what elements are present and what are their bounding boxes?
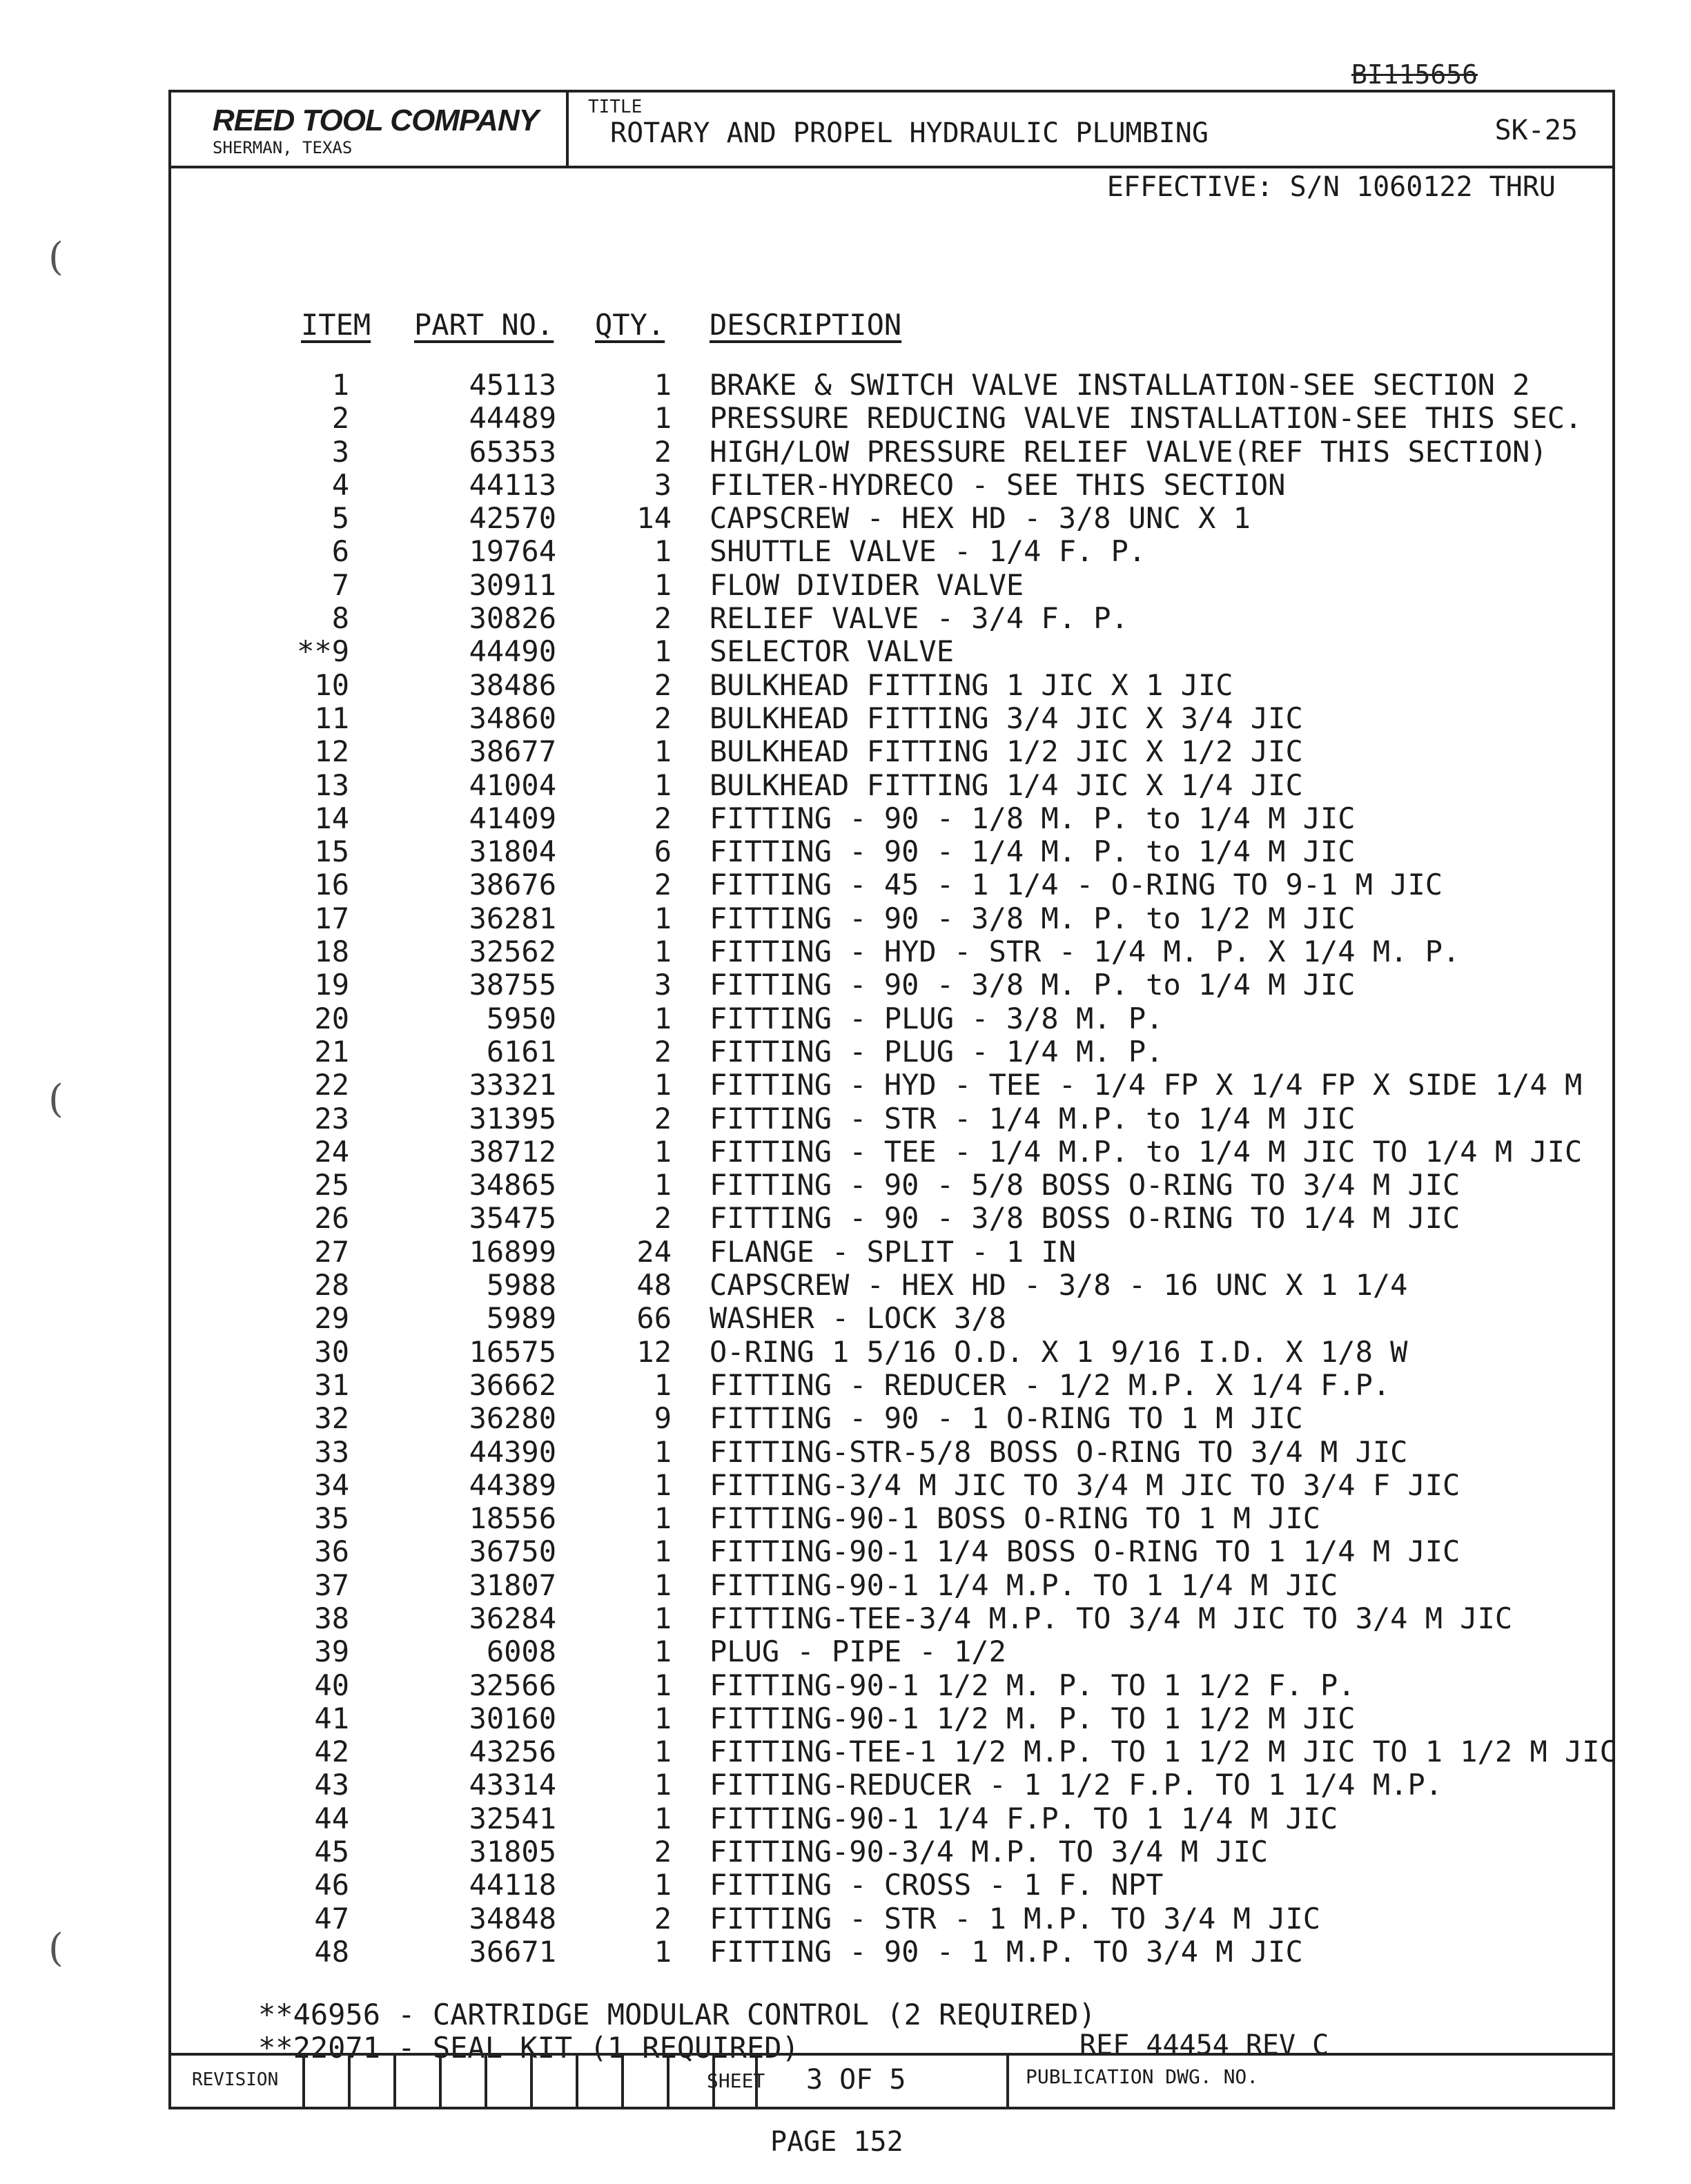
part-number: 65353: [469, 434, 556, 469]
part-item-number: 35: [314, 1501, 349, 1536]
part-number: 30826: [469, 601, 556, 636]
part-item-number: 21: [314, 1034, 349, 1069]
part-description: FITTING - CROSS - 1 F. NPT: [710, 1868, 1164, 1902]
part-number: 31805: [469, 1835, 556, 1869]
part-item-number: 31: [314, 1367, 349, 1402]
part-item-number: 10: [314, 667, 349, 702]
part-item-number: 23: [314, 1101, 349, 1135]
part-description: FITTING - STR - 1/4 M.P. to 1/4 M JIC: [710, 1101, 1356, 1135]
part-description: FITTING - 90 - 1 M.P. TO 3/4 M JIC: [710, 1934, 1303, 1969]
table-row: [171, 702, 1612, 735]
column-header-description: DESCRIPTION: [710, 308, 902, 342]
part-description: PLUG - PIPE - 1/2: [710, 1635, 1006, 1669]
part-description: FITTING-90-1 1/2 M. P. TO 1 1/2 M JIC: [710, 1701, 1356, 1735]
page-number: PAGE 152: [770, 2126, 903, 2158]
part-item-number: 25: [314, 1168, 349, 1202]
part-description: FITTING-3/4 M JIC TO 3/4 M JIC TO 3/4 F JIC: [710, 1468, 1460, 1502]
part-quantity: 1: [654, 1001, 672, 1035]
part-number: 5989: [486, 1301, 556, 1336]
part-item-number: 20: [314, 1001, 349, 1035]
part-number: 41004: [469, 768, 556, 802]
part-item-number: 44: [314, 1801, 349, 1835]
part-number: 35475: [469, 1201, 556, 1236]
table-row: [171, 1336, 1612, 1369]
margin-paren-mark: (: [48, 1077, 63, 1122]
reference-revision: REF 44454 REV C: [1079, 2029, 1329, 2061]
part-number: 45113: [469, 368, 556, 402]
revision-box: [302, 2056, 348, 2107]
part-description: FITTING-90-1 BOSS O-RING TO 1 M JIC: [710, 1501, 1321, 1536]
table-row: [171, 935, 1612, 968]
part-number: 5988: [486, 1268, 556, 1303]
part-item-number: 45: [314, 1835, 349, 1869]
part-quantity: 2: [654, 701, 672, 735]
table-row: [171, 1002, 1612, 1035]
part-item-number: 47: [314, 1901, 349, 1936]
table-row: [171, 402, 1612, 435]
part-number: 19764: [469, 534, 556, 569]
part-quantity: 9: [654, 1401, 672, 1436]
part-quantity: 2: [654, 1034, 672, 1069]
part-description: FITTING - 90 - 3/8 M. P. to 1/4 M JIC: [710, 968, 1356, 1002]
part-item-number: 19: [314, 968, 349, 1002]
part-item-number: 5: [331, 501, 349, 536]
table-row: [171, 868, 1612, 901]
part-description: O-RING 1 5/16 O.D. X 1 9/16 I.D. X 1/8 W: [710, 1334, 1408, 1369]
part-description: FITTING - 90 - 1/4 M. P. to 1/4 M JIC: [710, 835, 1356, 869]
part-item-number: 34: [314, 1468, 349, 1502]
part-description: BULKHEAD FITTING 3/4 JIC X 3/4 JIC: [710, 701, 1303, 735]
part-item-number: 2: [331, 401, 349, 436]
part-description: FITTING-90-1 1/2 M. P. TO 1 1/2 F. P.: [710, 1668, 1356, 1702]
revision-box: [348, 2056, 393, 2107]
table-row: [171, 1402, 1612, 1435]
part-description: PRESSURE REDUCING VALVE INSTALLATION-SEE THIS SEC.: [710, 401, 1583, 436]
parts-list: [171, 368, 1617, 1969]
table-row: [171, 835, 1612, 868]
part-description: FITTING - TEE - 1/4 M.P. to 1/4 M JIC TO 1/4 M JIC: [710, 1134, 1583, 1169]
part-description: FILTER-HYDRECO - SEE THIS SECTION: [710, 467, 1286, 502]
part-number: 42570: [469, 501, 556, 536]
part-quantity: 1: [654, 567, 672, 602]
part-quantity: 1: [654, 1735, 672, 1769]
revision-boxes: [302, 2056, 758, 2107]
part-description: BULKHEAD FITTING 1/4 JIC X 1/4 JIC: [710, 768, 1303, 802]
part-item-number: 30: [314, 1334, 349, 1369]
table-row: [171, 469, 1612, 502]
revision-box: [485, 2056, 530, 2107]
part-number: 31807: [469, 1568, 556, 1602]
revision-box: [439, 2056, 485, 2107]
part-quantity: 1: [654, 368, 672, 402]
table-row: [171, 1768, 1612, 1802]
table-row: [171, 1936, 1612, 1969]
part-description: BULKHEAD FITTING 1/2 JIC X 1/2 JIC: [710, 734, 1303, 769]
part-number: 36662: [469, 1367, 556, 1402]
revision-box: [576, 2056, 621, 2107]
table-row: [171, 1635, 1612, 1668]
revision-box: [393, 2056, 439, 2107]
part-item-number: 3: [331, 434, 349, 469]
part-number: 41409: [469, 801, 556, 835]
part-quantity: 1: [654, 1768, 672, 1802]
table-row: [171, 602, 1612, 635]
part-quantity: 1: [654, 534, 672, 569]
part-number: 6161: [486, 1034, 556, 1069]
table-row: [171, 1202, 1612, 1235]
part-quantity: 1: [654, 1434, 672, 1469]
table-row: [171, 1735, 1617, 1769]
sheet-number: 3 OF 5: [806, 2064, 906, 2096]
part-number: 38676: [469, 868, 556, 902]
table-row: [171, 1669, 1612, 1702]
part-quantity: 48: [636, 1268, 672, 1303]
part-quantity: 2: [654, 1201, 672, 1236]
part-description: FITTING-90-1 1/4 BOSS O-RING TO 1 1/4 M JIC: [710, 1534, 1460, 1569]
part-item-number: 26: [314, 1201, 349, 1236]
part-description: FITTING-STR-5/8 BOSS O-RING TO 3/4 M JIC: [710, 1434, 1408, 1469]
part-item-number: 7: [331, 567, 349, 602]
title-label: TITLE: [588, 97, 643, 117]
margin-paren-mark: (: [48, 235, 63, 280]
company-cell: [171, 92, 569, 166]
part-item-number: 18: [314, 935, 349, 969]
part-description: FITTING - 90 - 3/8 M. P. to 1/2 M JIC: [710, 901, 1356, 935]
part-description: FITTING - 90 - 3/8 BOSS O-RING TO 1/4 M JIC: [710, 1201, 1460, 1236]
table-row: [171, 1469, 1612, 1502]
part-quantity: 1: [654, 634, 672, 669]
part-quantity: 1: [654, 401, 672, 436]
part-quantity: 2: [654, 1101, 672, 1135]
part-number: 33321: [469, 1068, 556, 1102]
part-item-number: 1: [331, 368, 349, 402]
part-item-number: 11: [314, 701, 349, 735]
part-number: 38486: [469, 667, 556, 702]
part-number: 31395: [469, 1101, 556, 1135]
table-row: [171, 769, 1612, 802]
table-row: [171, 436, 1612, 469]
table-row: [171, 1236, 1612, 1269]
part-item-number: 46: [314, 1868, 349, 1902]
table-row: [171, 1535, 1612, 1568]
part-number: 43314: [469, 1768, 556, 1802]
column-header-item: ITEM: [301, 308, 371, 342]
part-number: 38755: [469, 968, 556, 1002]
part-item-number: 33: [314, 1434, 349, 1469]
table-row: [171, 1369, 1612, 1402]
part-quantity: 1: [654, 1568, 672, 1602]
part-number: 44389: [469, 1468, 556, 1502]
table-row: [171, 1035, 1612, 1069]
part-description: FITTING - HYD - STR - 1/4 M. P. X 1/4 M. P.: [710, 935, 1460, 969]
part-description: CAPSCREW - HEX HD - 3/8 UNC X 1: [710, 501, 1251, 536]
part-number: 34865: [469, 1168, 556, 1202]
part-description: FITTING-TEE-3/4 M.P. TO 3/4 M JIC TO 3/4 M JIC: [710, 1601, 1513, 1635]
part-quantity: 66: [636, 1301, 672, 1336]
part-item-number: 22: [314, 1068, 349, 1102]
part-number: 36750: [469, 1534, 556, 1569]
part-quantity: 3: [654, 467, 672, 502]
part-description: FITTING - 45 - 1 1/4 - O-RING TO 9-1 M JIC: [710, 868, 1443, 902]
revision-box: [667, 2056, 712, 2107]
part-item-number: 17: [314, 901, 349, 935]
part-quantity: 1: [654, 1868, 672, 1902]
document-title: ROTARY AND PROPEL HYDRAULIC PLUMBING: [610, 117, 1209, 149]
table-row: [171, 669, 1612, 702]
part-description: FITTING-90-3/4 M.P. TO 3/4 M JIC: [710, 1835, 1269, 1869]
part-number: 44118: [469, 1868, 556, 1902]
part-quantity: 1: [654, 935, 672, 969]
footer-block: [171, 2053, 1612, 2107]
part-description: FITTING - REDUCER - 1/2 M.P. X 1/4 F.P.: [710, 1367, 1391, 1402]
company-city: SHERMAN, TEXAS: [213, 138, 353, 157]
table-row: [171, 902, 1612, 935]
part-quantity: 24: [636, 1234, 672, 1269]
part-quantity: 14: [636, 501, 672, 536]
note-seal-kit: **22071 - SEAL KIT (1 REQUIRED): [258, 2031, 799, 2065]
part-quantity: 1: [654, 1068, 672, 1102]
part-description: BRAKE & SWITCH VALVE INSTALLATION-SEE SECTION 2: [710, 368, 1530, 402]
table-row: [171, 1702, 1612, 1735]
table-row: [171, 635, 1612, 668]
part-quantity: 1: [654, 768, 672, 802]
part-description: FITTING-REDUCER - 1 1/2 F.P. TO 1 1/4 M.P.: [710, 1768, 1443, 1802]
table-row: [171, 535, 1612, 568]
part-number: 30911: [469, 567, 556, 602]
part-quantity: 1: [654, 1534, 672, 1569]
part-quantity: 1: [654, 1468, 672, 1502]
part-quantity: 1: [654, 1934, 672, 1969]
part-item-number: 29: [314, 1301, 349, 1336]
part-number: 32562: [469, 935, 556, 969]
part-number: 16575: [469, 1334, 556, 1369]
part-number: 36671: [469, 1934, 556, 1969]
part-description: FITTING - PLUG - 1/4 M. P.: [710, 1034, 1164, 1069]
part-description: FITTING - STR - 1 M.P. TO 3/4 M JIC: [710, 1901, 1321, 1936]
part-item-number: 4: [331, 467, 349, 502]
part-number: 44489: [469, 401, 556, 436]
part-number: 34860: [469, 701, 556, 735]
part-item-number: **9: [297, 634, 349, 669]
publication-cell: [1006, 2056, 1615, 2107]
title-block: [171, 92, 1612, 168]
part-description: SELECTOR VALVE: [710, 634, 955, 669]
part-number: 43256: [469, 1735, 556, 1769]
part-item-number: 27: [314, 1234, 349, 1269]
part-quantity: 1: [654, 901, 672, 935]
table-row: [171, 1802, 1612, 1835]
part-quantity: 1: [654, 1801, 672, 1835]
part-item-number: 41: [314, 1701, 349, 1735]
column-header-part-no: PART NO.: [414, 308, 554, 342]
part-number: 36281: [469, 901, 556, 935]
part-quantity: 3: [654, 968, 672, 1002]
table-row: [171, 1436, 1612, 1469]
table-row: [171, 1602, 1612, 1635]
part-number: 38677: [469, 734, 556, 769]
part-description: FITTING-TEE-1 1/2 M.P. TO 1 1/2 M JIC TO 1 1/2 M JIC: [710, 1735, 1617, 1769]
part-quantity: 1: [654, 734, 672, 769]
part-item-number: 40: [314, 1668, 349, 1702]
note-cartridge: **46956 - CARTRIDGE MODULAR CONTROL (2 REQUIRED): [258, 1998, 1096, 2031]
table-row: [171, 502, 1612, 535]
part-quantity: 2: [654, 434, 672, 469]
publication-label: PUBLICATION DWG. NO.: [1026, 2065, 1259, 2088]
part-quantity: 1: [654, 1601, 672, 1635]
part-number: 32566: [469, 1668, 556, 1702]
part-description: CAPSCREW - HEX HD - 3/8 - 16 UNC X 1 1/4: [710, 1268, 1408, 1303]
company-name: REED TOOL COMPANY: [213, 104, 538, 137]
part-number: 31804: [469, 835, 556, 869]
sheet-label: SHEET: [707, 2069, 765, 2092]
table-row: [171, 1269, 1612, 1302]
part-number: 5950: [486, 1001, 556, 1035]
part-quantity: 2: [654, 801, 672, 835]
column-header-qty: QTY.: [595, 308, 665, 342]
part-quantity: 2: [654, 1901, 672, 1936]
part-number: 36280: [469, 1401, 556, 1436]
part-number: 38712: [469, 1134, 556, 1169]
revision-label: REVISION: [192, 2069, 279, 2090]
part-item-number: 15: [314, 835, 349, 869]
part-number: 32541: [469, 1801, 556, 1835]
part-item-number: 48: [314, 1934, 349, 1969]
part-quantity: 1: [654, 1367, 672, 1402]
part-item-number: 43: [314, 1768, 349, 1802]
part-number: 34848: [469, 1901, 556, 1936]
part-description: FLOW DIVIDER VALVE: [710, 567, 1024, 602]
table-row: [171, 735, 1612, 768]
part-item-number: 6: [331, 534, 349, 569]
table-row: [171, 1869, 1612, 1902]
part-quantity: 1: [654, 1501, 672, 1536]
part-item-number: 8: [331, 601, 349, 636]
sheet-code: SK-25: [1494, 115, 1578, 146]
table-row: [171, 569, 1612, 602]
part-number: 44113: [469, 467, 556, 502]
part-item-number: 14: [314, 801, 349, 835]
table-row: [171, 1835, 1612, 1869]
part-quantity: 1: [654, 1701, 672, 1735]
part-number: 30160: [469, 1701, 556, 1735]
part-quantity: 1: [654, 1134, 672, 1169]
part-description: FITTING-90-1 1/4 M.P. TO 1 1/4 M JIC: [710, 1568, 1338, 1602]
part-description: HIGH/LOW PRESSURE RELIEF VALVE(REF THIS SECTION): [710, 434, 1547, 469]
part-number: 6008: [486, 1635, 556, 1669]
part-quantity: 1: [654, 1168, 672, 1202]
part-number: 18556: [469, 1501, 556, 1536]
part-number: 36284: [469, 1601, 556, 1635]
part-description: FITTING - 90 - 1/8 M. P. to 1/4 M JIC: [710, 801, 1356, 835]
table-row: [171, 1169, 1612, 1202]
part-description: WASHER - LOCK 3/8: [710, 1301, 1006, 1336]
part-item-number: 28: [314, 1268, 349, 1303]
part-quantity: 2: [654, 601, 672, 636]
part-number: 16899: [469, 1234, 556, 1269]
table-row: [171, 1102, 1612, 1135]
part-description: RELIEF VALVE - 3/4 F. P.: [710, 601, 1128, 636]
part-item-number: 42: [314, 1735, 349, 1769]
part-quantity: 2: [654, 1835, 672, 1869]
table-row: [171, 1902, 1612, 1936]
part-item-number: 39: [314, 1635, 349, 1669]
part-item-number: 38: [314, 1601, 349, 1635]
part-description: BULKHEAD FITTING 1 JIC X 1 JIC: [710, 667, 1233, 702]
part-quantity: 2: [654, 667, 672, 702]
table-row: [171, 1302, 1612, 1335]
effective-serial: EFFECTIVE: S/N 1060122 THRU: [1106, 171, 1556, 203]
part-quantity: 1: [654, 1635, 672, 1669]
table-row: [171, 968, 1612, 1002]
table-row: [171, 1069, 1612, 1102]
part-description: FITTING-90-1 1/4 F.P. TO 1 1/4 M JIC: [710, 1801, 1338, 1835]
margin-paren-mark: (: [48, 1926, 63, 1971]
part-item-number: 36: [314, 1534, 349, 1569]
revision-box: [530, 2056, 576, 2107]
part-description: FLANGE - SPLIT - 1 IN: [710, 1234, 1077, 1269]
part-number: 44390: [469, 1434, 556, 1469]
table-row: [171, 1135, 1612, 1169]
part-description: SHUTTLE VALVE - 1/4 F. P.: [710, 534, 1146, 569]
part-quantity: 12: [636, 1334, 672, 1369]
part-quantity: 1: [654, 1668, 672, 1702]
part-item-number: 24: [314, 1134, 349, 1169]
table-row: [171, 1502, 1612, 1535]
part-description: FITTING - 90 - 5/8 BOSS O-RING TO 3/4 M JIC: [710, 1168, 1460, 1202]
table-row: [171, 369, 1612, 402]
part-quantity: 2: [654, 868, 672, 902]
drawing-frame: [168, 90, 1615, 2109]
part-description: FITTING - 90 - 1 O-RING TO 1 M JIC: [710, 1401, 1303, 1436]
part-number: 44490: [469, 634, 556, 669]
document-id: BI115656: [1351, 59, 1478, 90]
part-item-number: 16: [314, 868, 349, 902]
part-quantity: 6: [654, 835, 672, 869]
part-item-number: 32: [314, 1401, 349, 1436]
part-item-number: 12: [314, 734, 349, 769]
part-item-number: 13: [314, 768, 349, 802]
table-row: [171, 802, 1612, 835]
part-description: FITTING - PLUG - 3/8 M. P.: [710, 1001, 1164, 1035]
part-description: FITTING - HYD - TEE - 1/4 FP X 1/4 FP X SIDE 1/4 M: [710, 1068, 1583, 1102]
part-item-number: 37: [314, 1568, 349, 1602]
table-row: [171, 1569, 1612, 1602]
revision-box: [621, 2056, 667, 2107]
